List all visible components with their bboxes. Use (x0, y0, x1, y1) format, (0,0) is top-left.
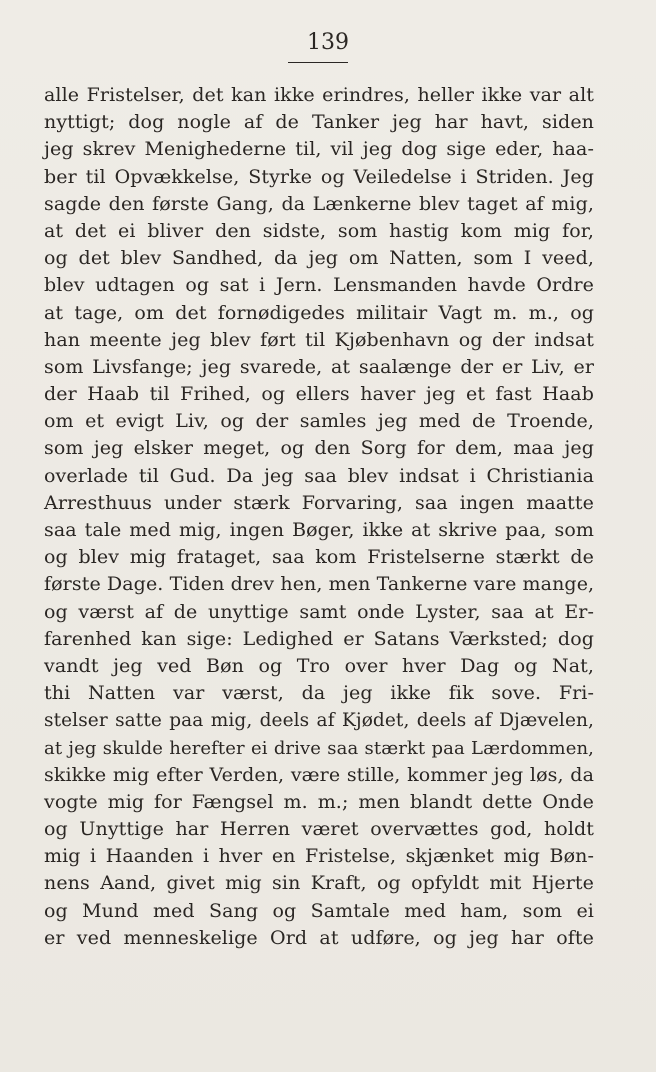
text-line: første Dage. Tiden drev hen, men Tankerne vare mange, (44, 573, 595, 596)
text-line: nens Aand, givet mig sin Kraft, og opfyldt mit Hjerte (44, 872, 594, 895)
text-line: farenhed kan sige: Ledighed er Satans Værksted; dog (44, 627, 594, 650)
text-line: som Livsfange; jeg svarede, at saalænge der er Liv, er (44, 355, 594, 378)
text-line: og blev mig frataget, saa kom Fristelserne stærkt de (44, 546, 594, 569)
text-line: og det blev Sandhed, da jeg om Natten, som I veed, (44, 247, 594, 270)
text-line: sagde den første Gang, da Lænkerne blev taget af mig, (44, 192, 594, 215)
text-line: blev udtagen og sat i Jern. Lensmanden havde Ordre (44, 274, 594, 297)
text-line: at tage, om det fornødigedes militair Vagt m. m., og (44, 301, 594, 324)
text-line: vandt jeg ved Bøn og Tro over hver Dag og Nat, (44, 654, 594, 677)
text-line: nyttigt; dog nogle af de Tanker jeg har havt, siden (44, 111, 594, 134)
text-line: stelser satte paa mig, deels af Kjødet, deels af Djævelen, (44, 710, 594, 732)
text-line: om et evigt Liv, og der samles jeg med de Troende, (44, 410, 594, 433)
text-line: der Haab til Frihed, og ellers haver jeg et fast Haab (44, 383, 594, 406)
text-line: jeg skrev Menighederne til, vil jeg dog sige eder, haa- (44, 138, 594, 161)
text-line: Arresthuus under stærk Forvaring, saa ingen maatte (44, 491, 594, 514)
text-line: at jeg skulde herefter ei drive saa stærkt paa Lærdommen, (44, 737, 594, 759)
text-line: skikke mig efter Verden, være stille, kommer jeg løs, da (44, 763, 594, 786)
text-line: ber til Opvækkelse, Styrke og Veiledelse i Striden. Jeg (44, 165, 594, 188)
text-line: og Unyttige har Herren været overvættes god, holdt (44, 818, 594, 841)
text-line: mig i Haanden i hver en Fristelse, skjænket mig Bøn- (44, 845, 594, 868)
text-line: vogte mig for Fængsel m. m.; men blandt dette Onde (44, 790, 594, 813)
page-number-rule (288, 62, 348, 63)
text-line: og Mund med Sang og Samtale med ham, som ei (44, 899, 594, 922)
body-text (44, 82, 594, 952)
text-line: thi Natten var værst, da jeg ikke fik sove. Fri- (44, 682, 594, 705)
text-line: og værst af de unyttige samt onde Lyster, saa at Er- (44, 600, 594, 623)
text-line: er ved menneskelige Ord at udføre, og jeg har ofte (44, 926, 594, 949)
text-line: han meente jeg blev ført til Kjøbenhavn og der indsat (44, 328, 594, 351)
text-line: alle Fristelser, det kan ikke erindres, heller ikke var alt (44, 84, 594, 106)
text-line: overlade til Gud. Da jeg saa blev indsat i Christiania (44, 464, 594, 487)
text-line: saa tale med mig, ingen Bøger, ikke at skrive paa, som (44, 519, 594, 541)
page-number: 139 (307, 30, 349, 55)
text-line: at det ei bliver den sidste, som hastig kom mig for, (44, 219, 594, 242)
text-line: som jeg elsker meget, og den Sorg for dem, maa jeg (44, 437, 594, 460)
